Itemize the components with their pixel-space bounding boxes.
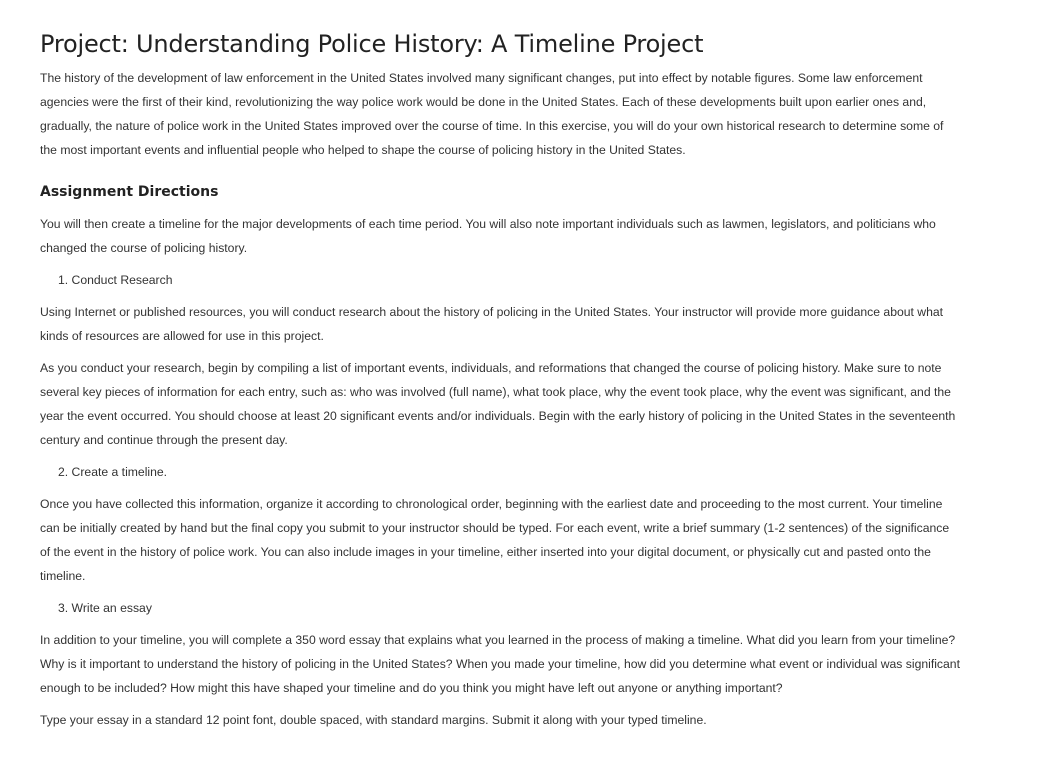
step-2-label: 2. Create a timeline. [58, 465, 168, 479]
page-title: Project: Understanding Police History: A Timeline Project [40, 30, 704, 58]
document-content [40, 28, 960, 732]
step-3-paragraph-1: In addition to your timeline, you will complete a 350 word essay that explains what you learned in the process of making a timeline. What did you learn from your timeline? Why is it important to understand the history of policing in the United States? When you made your timeline, how did you determine what event or individual was significant enough to be included? How might this have shaped your timeline and do you think you might have left out anyone or anything important? [40, 633, 960, 695]
section-heading-assignment-directions: Assignment Directions [40, 184, 219, 200]
step-2-paragraph-1: Once you have collected this information, organize it according to chronological order, beginning with the earliest date and proceeding to the most current. Your timeline can be initially created by hand but the final copy you submit to your instructor should be typed. For each event, write a brief summary (1-2 sentences) of the significance of the event in the history of police work. You can also include images in your timeline, either inserted into your digital document, or physically cut and pasted onto the timeline. [40, 497, 950, 583]
step-1-label: 1. Conduct Research [58, 273, 173, 287]
step-1-paragraph-1: Using Internet or published resources, you will conduct research about the history of policing in the United States. Your instructor will provide more guidance about what kinds of resources are allowed for use in this project. [40, 305, 944, 343]
step-1-paragraph-2: As you conduct your research, begin by compiling a list of important events, individuals, and reformations that changed the course of policing history. Make sure to note several key pieces of information for each entry, such as: who was involved (full name), what took place, why the event took place, why the event was significant, and the year the event occurred. You should choose at least 20 significant events and/or individuals. Begin with the early history of policing in the United States in the seventeenth century and continue through the present day. [40, 361, 956, 447]
assignment-overview-paragraph: You will then create a timeline for the major developments of each time period. You will also note important individuals such as lawmen, legislators, and politicians who changed the course of policing history. [40, 217, 936, 255]
intro-paragraph: The history of the development of law enforcement in the United States involved many significant changes, put into effect by notable figures. Some law enforcement agencies were the first of their kind, revolutionizing the way police work would be done in the United States. Each of these developments built upon earlier ones and, gradually, the nature of police work in the United States improved over the course of time. In this exercise, you will do your own historical research to determine some of the most important events and influential people who helped to shape the course of policing history in the United States. [40, 71, 944, 157]
step-3-paragraph-2: Type your essay in a standard 12 point font, double spaced, with standard margins. Submit it along with your typed timeline. [40, 713, 707, 727]
step-3-label: 3. Write an essay [58, 601, 152, 615]
